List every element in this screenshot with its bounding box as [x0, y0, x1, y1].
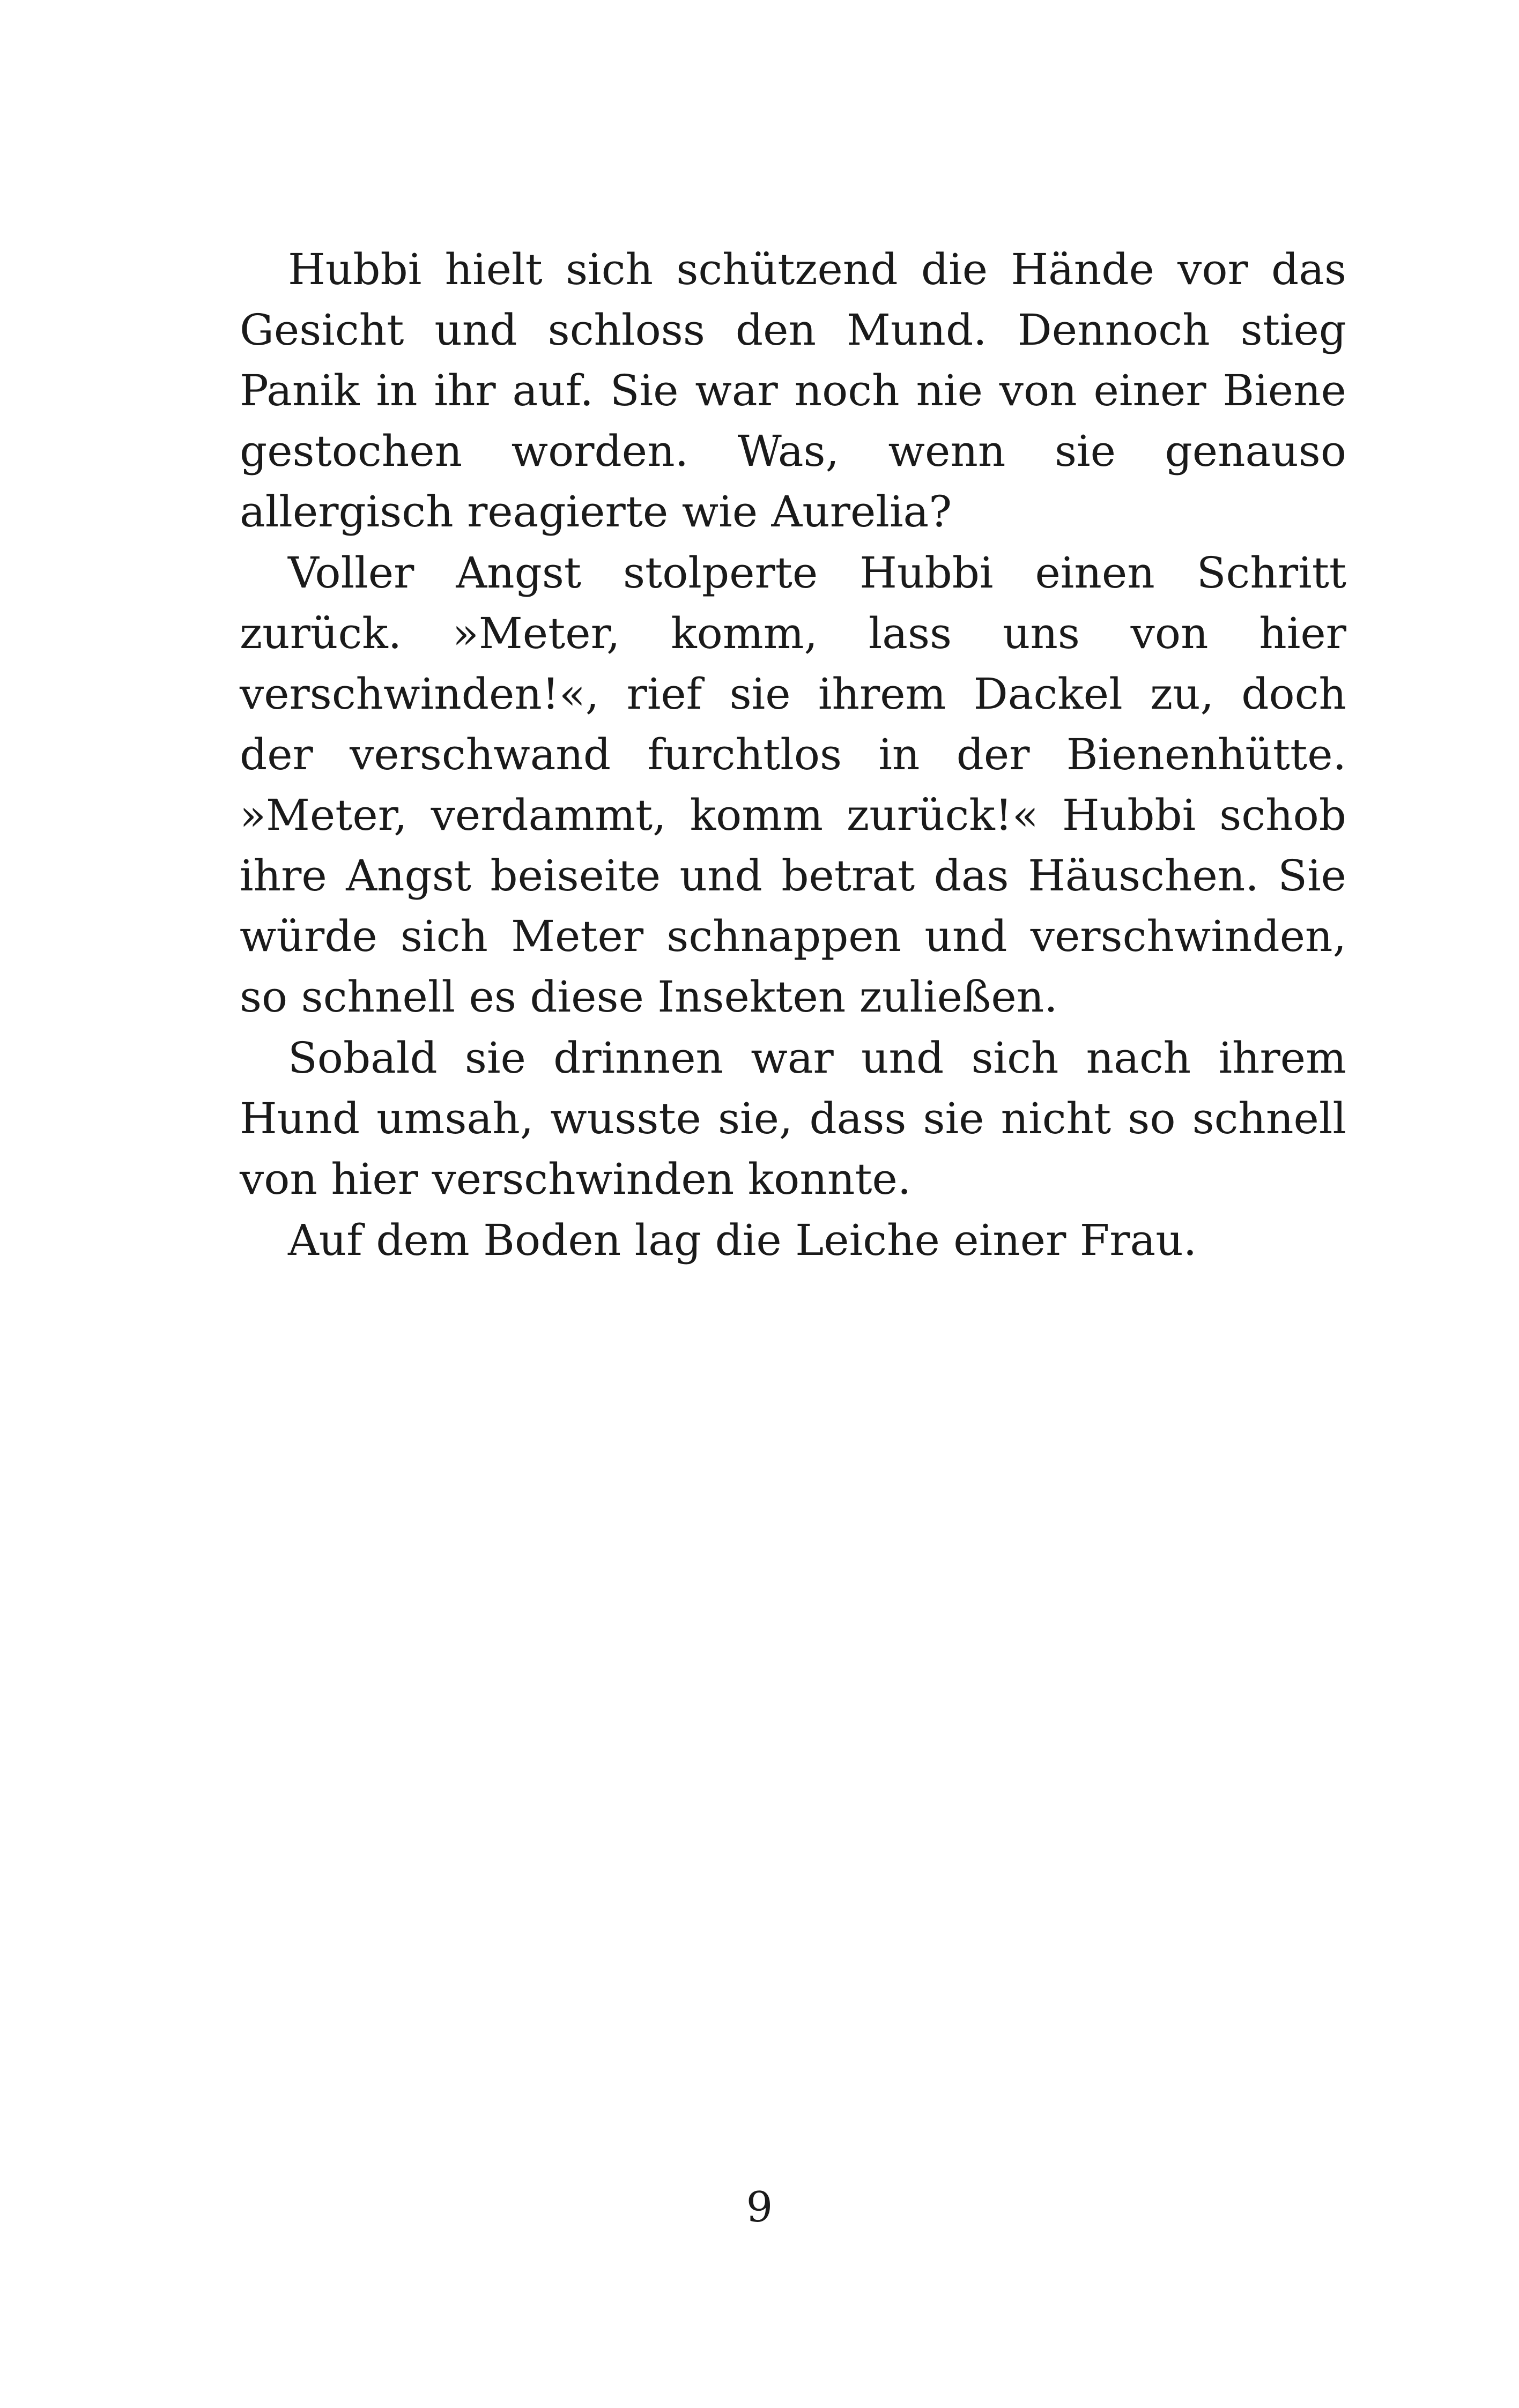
- paragraph-1: Hubbi hielt sich schützend die Hände vor das Gesicht und schloss den Mund. Dennoch stieg Panik in ihr auf. Sie war noch nie von einer Biene gestochen worden. Was, wenn sie genauso allergisch reagierte wie Aurelia?: [240, 244, 1346, 537]
- paragraph-2: Voller Angst stolperte Hubbi einen Schritt zurück. »Meter, komm, lass uns von hier verschwinden!«, rief sie ihrem Dackel zu, doch der verschwand furchtlos in der Bienenhütte. »Meter, verdammt, komm zurück!« Hubbi schob ihre Angst beiseite und betrat das Häuschen. Sie würde sich Meter schnappen und verschwinden, so schnell es diese Insekten zuließen.: [240, 548, 1346, 1022]
- paragraph-3: Sobald sie drinnen war und sich nach ihrem Hund umsah, wusste sie, dass sie nicht so schnell von hier verschwinden konnte.: [240, 1033, 1346, 1204]
- page-number: 9: [746, 2183, 773, 2232]
- body-text: [240, 239, 1346, 1270]
- paragraph-4: Auf dem Boden lag die Leiche einer Frau.: [288, 1215, 1197, 1265]
